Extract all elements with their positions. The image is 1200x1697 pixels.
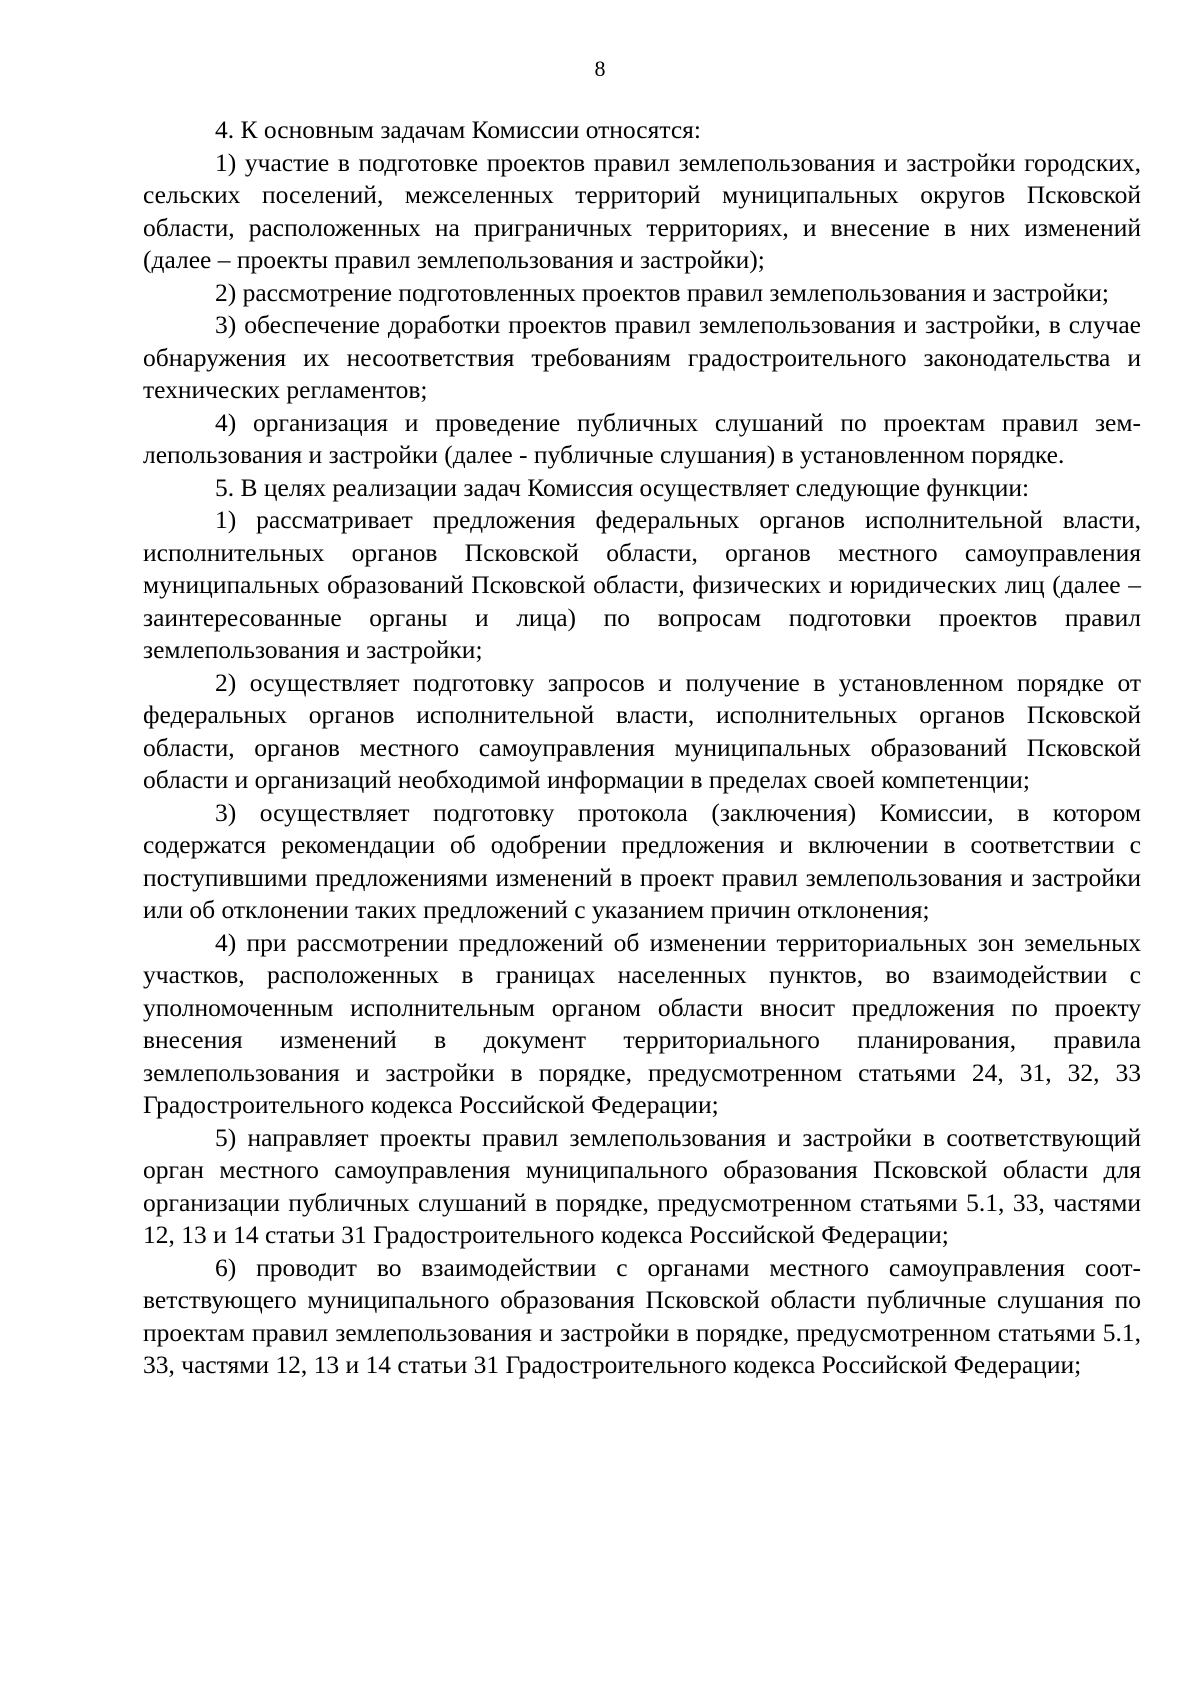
paragraph-4-item-4: 4) организация и проведение публичных слушаний по проектам правил землепользования и застройки (далее - публичные слушания) в установленном порядке. xyxy=(143,407,1141,469)
paragraph-5-item-5: 5) направляет проекты правил землепользования и застройки в соответствующий орган местного самоуправления муниципального образования Псковской области для организации публичных слушаний в порядке, предусмотренном статьями 5.1, 33, частями 12, 13 и 14 статьи 31 Градостроительного кодекса Российской Федерации; xyxy=(143,1122,1141,1249)
paragraph-5-item-3: 3) осуществляет подготовку протокола (заключения) Комиссии, в котором содержатся рекомендации об одобрении предложения и включении в соответствии с поступившими предложениями изменений в проект правил землепользования и застройки или об отклонении таких предложений с указанием причин отклонения; xyxy=(143,797,1141,924)
paragraph-4-item-1: 1) участие в подготовке проектов правил землепользования и застройки городских, сельских поселений, межселенных территорий муниципальных округов Псковской области, расположенных на приграничных территориях, и внесение в них изменений (далее – проекты правил землепользования и застройки); xyxy=(143,147,1141,274)
paragraph-5-item-1: 1) рассматривает предложения федеральных органов исполнительной власти, исполнительных органов Псковской области, органов местного самоуправления муниципальных образований Псковской области, физических и юридических лиц (далее – заинтересованные органы и лица) по вопросам подготовки проектов правил землепользования и застройки; xyxy=(143,505,1141,664)
page-number: 8 xyxy=(594,56,606,81)
paragraph-5-item-2: 2) осуществляет подготовку запросов и получение в установленном порядке от федеральных органов исполнительной власти, исполнительных органов Псковской области, органов местного самоуправления муниципальных образований Псковской области и организаций необходимой информации в пределах своей компетенции; xyxy=(143,667,1141,794)
paragraph-5-item-6: 6) проводит во взаимодействии с органами местного самоуправления соответствующего муниципального образования Псковской области публичные слушания по проектам правил землепользования и застройки в порядке, предусмотренном статьями 5.1, 33, частями 12, 13 и 14 статьи 31 Градостроительного кодекса Российской Федерации; xyxy=(143,1252,1141,1379)
paragraph-4-item-2: 2) рассмотрение подготовленных проектов правил землепользования и застройки; xyxy=(215,277,1109,307)
paragraph-4-heading: 4. К основным задачам Комиссии относятся: xyxy=(215,115,701,144)
document-body xyxy=(143,114,1141,1382)
paragraph-4-item-3: 3) обеспечение доработки проектов правил землепользования и застройки, в случае обнаружения их несоответствия требованиям градостроительного законодательства и технических регламентов; xyxy=(143,310,1141,404)
paragraph-5-heading: 5. В целях реализации задач Комиссия осуществляет следующие функции: xyxy=(215,472,1030,502)
paragraph-5-item-4: 4) при рассмотрении предложений об изменении территориальных зон земельных участков, расположенных в границах населенных пунктов, во взаимодействии с уполномоченным исполнительным органом области вносит предложения по проекту внесения изменений в документ территориального планирования, правила землепользования и застройки в порядке, предусмотренном статьями 24, 31, 32, 33 Градостроительного кодекса Российской Федерации; xyxy=(143,927,1141,1119)
